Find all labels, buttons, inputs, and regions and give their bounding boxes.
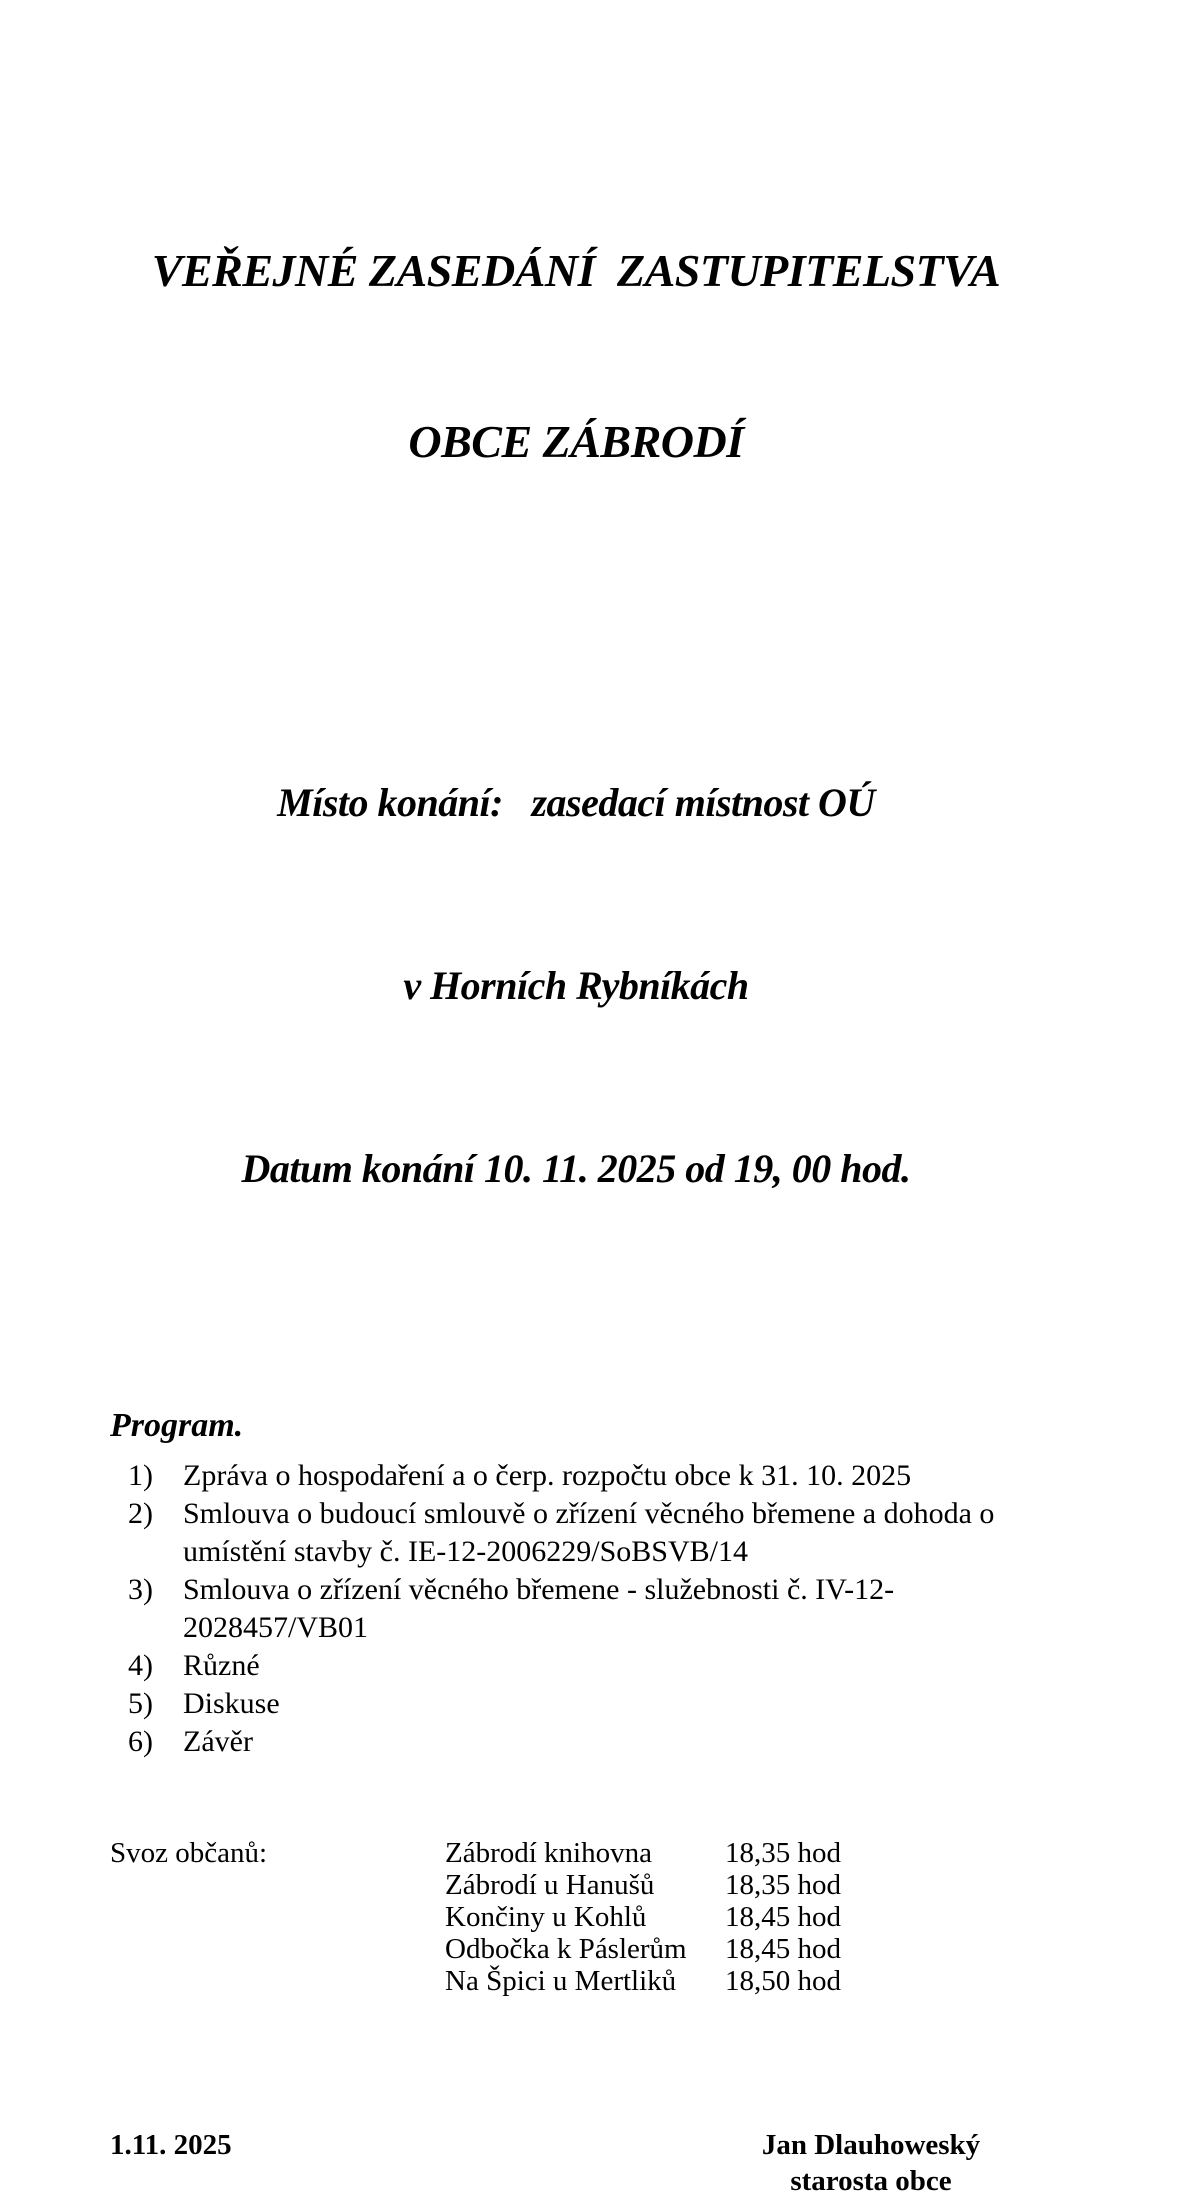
program-item-number: 4) (128, 1649, 153, 1682)
document-title (110, 128, 1042, 584)
program-list (110, 1457, 1101, 1761)
program-item (110, 1647, 1101, 1685)
title-line-1: VEŘEJNÉ ZASEDÁNÍ ZASTUPITELSTVA (151, 245, 1001, 296)
program-item (110, 1723, 1101, 1761)
stop-place: Zábrodí knihovna (445, 1837, 652, 1869)
program-item (110, 1685, 1101, 1723)
stop-place: Na Špici u Mertliků (445, 1965, 677, 1997)
stop-place: Zábrodí u Hanušů (445, 1869, 655, 1901)
transport-stop-row (445, 1901, 1101, 1933)
program-item-number: 3) (128, 1573, 153, 1606)
stop-place: Končiny u Kohlů (445, 1901, 647, 1933)
document-page (0, 128, 1191, 2197)
meeting-date-line: Datum konání 10. 11. 2025 od 19, 00 hod. (241, 1146, 911, 1191)
program-item-text: Smlouva o budoucí smlouvě o zřízení věcného břemene a dohoda o umístění stavby č. IE-12-2006229/SoBSVB/14 (183, 1497, 995, 1568)
program-item-number: 2) (128, 1497, 153, 1530)
venue-line-1: Místo konání: zasedací místnost OÚ (277, 780, 875, 825)
stop-time: 18,35 hod (725, 1837, 841, 1869)
transport-label: Svoz občanů: (110, 1837, 268, 1869)
program-heading: Program. (110, 1407, 244, 1444)
stop-time: 18,50 hod (725, 1965, 841, 1997)
program-item (110, 1457, 1101, 1495)
footer-date: 1.11. 2025 (110, 2129, 232, 2161)
meeting-details (110, 650, 1042, 1321)
signature-block (761, 2127, 981, 2199)
venue-line-2: v Horních Rybníkách (403, 963, 749, 1008)
program-item-number: 6) (128, 1725, 153, 1758)
program-item-text: Diskuse (183, 1687, 280, 1720)
stop-place: Odbočka k Páslerům (445, 1933, 687, 1965)
transport-stops (445, 1837, 1101, 1997)
program-item-text: Různé (183, 1649, 260, 1682)
signature-name: Jan Dlauhoweský (761, 2129, 981, 2161)
stop-time: 18,45 hod (725, 1933, 841, 1965)
transport-stop-row (445, 1869, 1101, 1901)
stop-time: 18,45 hod (725, 1901, 841, 1933)
program-item-text: Závěr (183, 1725, 253, 1758)
document-footer (110, 2127, 1101, 2199)
program-item-number: 5) (128, 1687, 153, 1720)
transport-section (110, 1837, 1101, 1997)
transport-stop-row (445, 1933, 1101, 1965)
program-item-number: 1) (128, 1459, 153, 1492)
title-line-2: OBCE ZÁBRODÍ (408, 416, 744, 467)
program-item-text: Zpráva o hospodaření a o čerp. rozpočtu obce k 31. 10. 2025 (183, 1459, 912, 1492)
program-item (110, 1495, 1101, 1571)
transport-stop-row (445, 1837, 1101, 1869)
program-item (110, 1571, 1101, 1647)
program-item-text: Smlouva o zřízení věcného břemene - služebnosti č. IV-12-2028457/VB01 (183, 1573, 895, 1644)
stop-time: 18,35 hod (725, 1869, 841, 1901)
signature-title: starosta obce (790, 2165, 952, 2197)
transport-stop-row (445, 1965, 1101, 1997)
